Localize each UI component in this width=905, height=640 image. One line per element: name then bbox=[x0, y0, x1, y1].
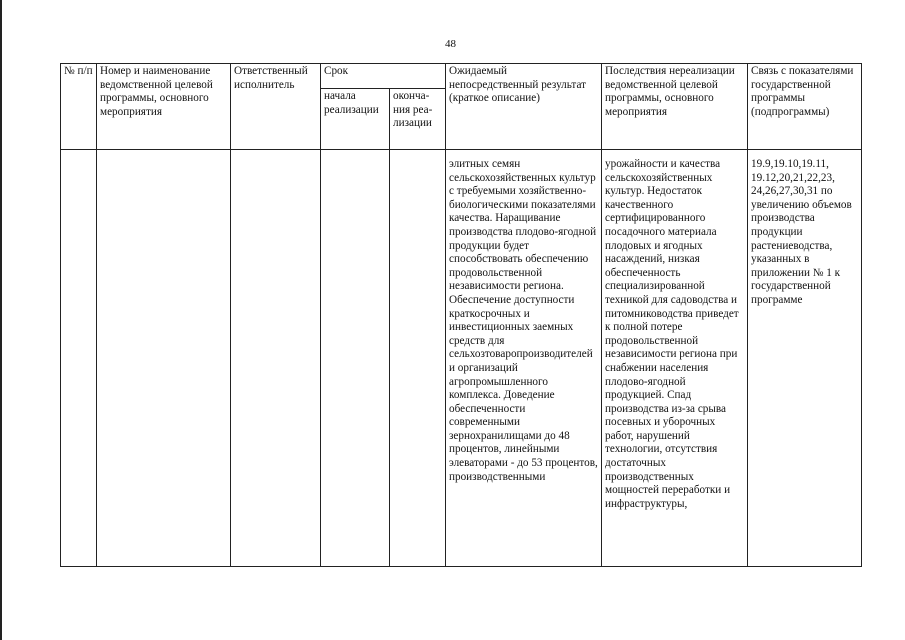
program-table bbox=[60, 63, 862, 567]
header-program: Номер и наименование ведомственной целевой программы, основного мероприятия bbox=[97, 64, 231, 150]
page-number: 48 bbox=[445, 38, 456, 50]
header-term: Срок bbox=[321, 64, 446, 89]
header-term-start: начала реализации bbox=[321, 89, 390, 150]
cell-num bbox=[61, 150, 97, 567]
cell-link: 19.9,19.10,19.11, 19.12,20,21,22,23, 24,26,27,30,31 по увеличению объемов производства продукции растениеводства, указанных в приложении № 1 к государственной программе bbox=[748, 150, 862, 567]
header-link: Связь с показателями государственной программы (подпрограммы) bbox=[748, 64, 862, 150]
cell-program bbox=[97, 150, 231, 567]
header-num: № п/п bbox=[61, 64, 97, 150]
cell-term-start bbox=[321, 150, 390, 567]
header-term-end: оконча-ния реа-лизации bbox=[390, 89, 446, 150]
page-left-edge bbox=[0, 0, 2, 640]
cell-term-end bbox=[390, 150, 446, 567]
cell-executor bbox=[231, 150, 321, 567]
header-result: Ожидаемый непосредственный результат (краткое описание) bbox=[446, 64, 602, 150]
header-executor: Ответственный исполнитель bbox=[231, 64, 321, 150]
header-consequences: Последствия нереализации ведомственной целевой программы, основного мероприятия bbox=[602, 64, 748, 150]
header-row-1 bbox=[61, 64, 862, 89]
cell-result: элитных семян сельскохозяйственных культур с требуемыми хозяйственно-биологическими показателями качества. Наращивание производства плодово-ягодной продукции будет способствовать обеспечению продовольственной независимости региона. Обеспечение доступности краткосрочных и инвестиционных заемных средств для сельхозтоваропроизводителей и организаций агропромышленного комплекса. Доведение обеспеченности современными зернохранилищами до 48 процентов, линейными элеваторами - до 53 процентов, производственными bbox=[446, 150, 602, 567]
cell-consequences: урожайности и качества сельскохозяйственных культур. Недостаток качественного сертифицированного посадочного материала плодовых и ягодных насаждений, низкая обеспеченность специализированной техникой для садоводства и питомниководства приведет к полной потере продовольственной независимости региона при снабжении населения плодово-ягодной продукцией. Спад производства из-за срыва посевных и уборочных работ, нарушений технологии, отсутствия достаточных производственных мощностей переработки и инфраструктуры, bbox=[602, 150, 748, 567]
table-row bbox=[61, 150, 862, 567]
